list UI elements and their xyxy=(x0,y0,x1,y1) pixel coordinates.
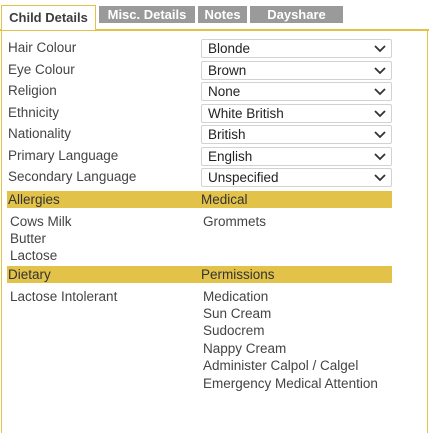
religion-label: Religion xyxy=(8,83,57,98)
allergy-item: Cows Milk xyxy=(10,214,72,229)
tab-misc-details[interactable]: Misc. Details xyxy=(99,6,195,23)
nationality-select[interactable] xyxy=(201,125,392,144)
hair-colour-label: Hair Colour xyxy=(8,40,77,55)
primary-language-value: English xyxy=(208,149,253,164)
medical-header: Medical xyxy=(201,192,248,207)
chevron-down-icon xyxy=(374,109,386,119)
tab-child-details[interactable]: Child Details xyxy=(1,5,96,30)
permission-item: Sun Cream xyxy=(203,306,272,321)
allergy-item: Butter xyxy=(10,231,47,246)
chevron-down-icon xyxy=(374,173,386,183)
nationality-label: Nationality xyxy=(8,126,72,141)
secondary-language-value: Unspecified xyxy=(208,170,279,185)
religion-value: None xyxy=(208,84,241,99)
permission-item: Administer Calpol / Calgel xyxy=(203,358,359,373)
ethnicity-label: Ethnicity xyxy=(8,105,60,120)
eye-colour-value: Brown xyxy=(208,63,247,78)
permission-item: Sudocrem xyxy=(203,323,265,338)
dietary-header: Dietary xyxy=(8,267,51,282)
religion-select[interactable] xyxy=(201,82,392,101)
secondary-language-select[interactable] xyxy=(201,168,392,187)
chevron-down-icon xyxy=(374,44,386,54)
allergies-medical-header xyxy=(7,191,392,208)
ethnicity-value: White British xyxy=(208,106,284,121)
medical-item: Grommets xyxy=(203,214,267,229)
primary-language-select[interactable] xyxy=(201,147,392,166)
allergy-item: Lactose xyxy=(10,248,58,263)
dietary-item: Lactose Intolerant xyxy=(10,289,118,304)
permission-item: Emergency Medical Attention xyxy=(203,376,378,391)
permissions-header: Permissions xyxy=(201,267,275,282)
primary-language-label: Primary Language xyxy=(8,148,119,163)
hair-colour-select[interactable] xyxy=(201,39,392,58)
chevron-down-icon xyxy=(374,87,386,97)
allergies-header: Allergies xyxy=(8,192,60,207)
permission-item: Medication xyxy=(203,289,269,304)
tab-bar xyxy=(0,0,429,30)
ethnicity-select[interactable] xyxy=(201,104,392,123)
permission-item: Nappy Cream xyxy=(203,341,287,356)
eye-colour-select[interactable] xyxy=(201,61,392,80)
secondary-language-label: Secondary Language xyxy=(8,169,137,184)
tab-dayshare[interactable]: Dayshare xyxy=(250,6,343,23)
tab-notes[interactable]: Notes xyxy=(198,6,247,23)
dietary-permissions-header xyxy=(7,266,392,283)
hair-colour-value: Blonde xyxy=(208,41,251,56)
chevron-down-icon xyxy=(374,152,386,162)
nationality-value: British xyxy=(208,127,246,142)
eye-colour-label: Eye Colour xyxy=(8,62,75,77)
chevron-down-icon xyxy=(374,66,386,76)
chevron-down-icon xyxy=(374,130,386,140)
